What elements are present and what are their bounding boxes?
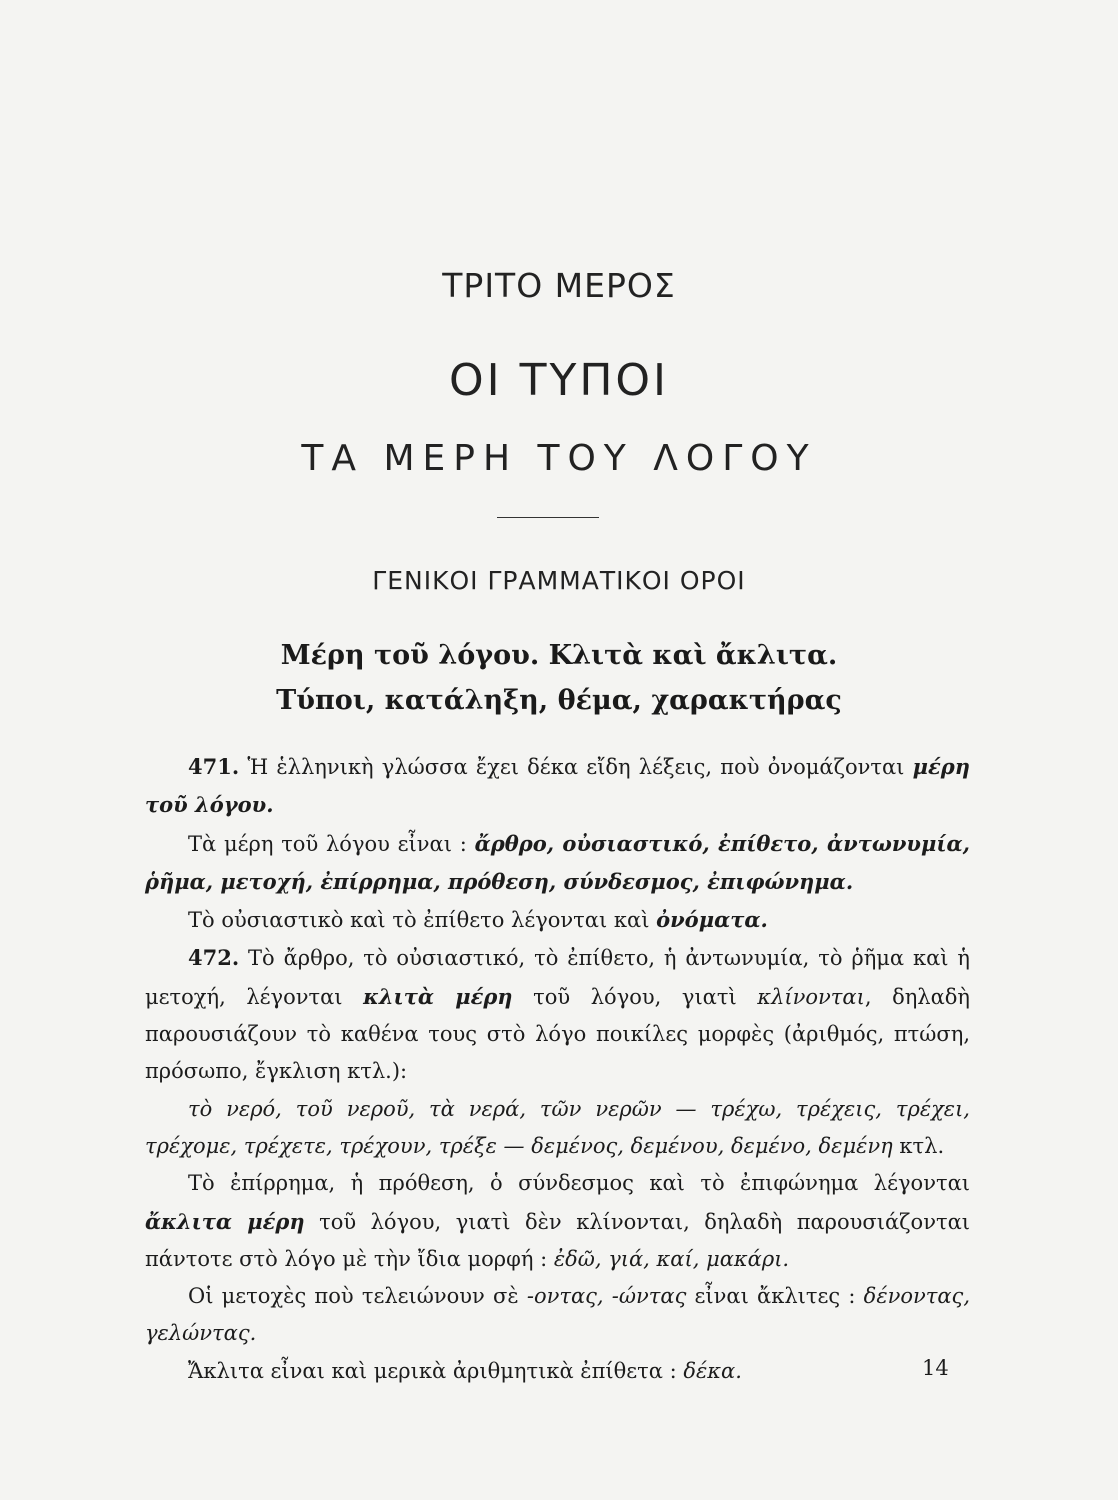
subtitle: ΤΑ ΜΕΡΗ ΤΟΥ ΛΟΓΟΥ — [301, 438, 817, 479]
paragraph-text: Τὸ ἐπίρρημα, ἡ πρόθεση, ὁ σύνδεσμος καὶ τὸ ἐπιφώνημα λέγονται — [188, 1171, 970, 1196]
parts-list: ἄρθρο, οὐσιαστικό, ἐπίθετο, ἀντωνυμία, ῥῆμα, μετοχή, ἐπίρρημα, πρόθεση, σύνδεσμος, ἐπιφώνημα. — [145, 830, 970, 894]
endings: -οντας, -ώντας — [526, 1284, 687, 1309]
page-number: 14 — [922, 1356, 949, 1380]
examples-text: ἐδῶ, γιά, καί, μακάρι. — [553, 1246, 790, 1271]
numerals-paragraph — [145, 1353, 970, 1390]
participles-paragraph — [145, 1278, 970, 1353]
paragraph-text: τοῦ λόγου, γιατὶ δὲν κλίνονται, δηλαδὴ παρουσιάζονται πάντοτε στὸ λόγο μὲ τὴν ἴδια μορφή : — [145, 1209, 971, 1271]
paragraph-text: Τὰ μέρη τοῦ λόγου εἶναι : — [188, 831, 475, 856]
paragraph-471 — [145, 748, 970, 825]
paragraph-text: Οἱ μετοχὲς ποὺ τελειώνουν σὲ — [188, 1284, 527, 1309]
nouns-paragraph — [145, 901, 970, 939]
parts-list-paragraph — [145, 825, 970, 902]
main-title: ΟΙ ΤΥΠΟΙ — [448, 355, 670, 406]
subheading-line-2: Τύποι, κατάληξη, θέμα, χαρακτήρας — [276, 685, 842, 716]
paragraph-text: Τὸ οὐσιαστικὸ καὶ τὸ ἐπίθετο λέγονται καὶ — [188, 908, 657, 933]
paragraph-number: 472. — [188, 945, 240, 971]
term: κλιτὰ μέρη — [363, 983, 513, 1009]
term: ἄκλιτα μέρη — [145, 1208, 305, 1234]
paragraph-text: , δηλαδὴ παρουσιάζουν τὸ καθένα τους στὸ λόγο ποικίλες μορφὲς (ἀριθμός, πτώση, πρόσωπο, ἔγκλιση κτλ.): — [145, 984, 971, 1084]
term: μέρη τοῦ λόγου. — [145, 754, 970, 818]
examples-suffix: κτλ. — [892, 1133, 945, 1158]
examples-text: δέκα. — [683, 1358, 742, 1383]
part-heading: ΤΡΙΤΟ ΜΕΡΟΣ — [442, 266, 676, 305]
paragraph-472 — [145, 939, 970, 1090]
examples-paragraph — [145, 1091, 970, 1166]
paragraph-text: τοῦ λόγου, γιατὶ — [512, 984, 758, 1009]
paragraph-text: εἶναι ἄκλιτες : — [686, 1284, 864, 1309]
paragraph-text: Ἄκλιτα εἶναι καὶ μερικὰ ἀριθμητικὰ ἐπίθετα : — [188, 1358, 684, 1383]
section-title: ΓΕΝΙΚΟΙ ΓΡΑΜΜΑΤΙΚΟΙ ΟΡΟΙ — [372, 566, 746, 595]
paragraph-text: Ἡ ἑλληνικὴ γλώσσα ἔχει δέκα εἴδη λέξεις, ποὺ ὀνομάζονται — [239, 755, 913, 779]
divider-rule — [497, 517, 599, 518]
italic-term: κλίνονται — [757, 984, 865, 1009]
subheading-line-1: Μέρη τοῦ λόγου. Κλιτὰ καὶ ἄκλιτα. — [280, 640, 838, 671]
indeclinable-paragraph — [145, 1165, 970, 1278]
term: ὀνόματα. — [656, 907, 768, 933]
paragraph-number: 471. — [188, 754, 240, 779]
body-text — [145, 748, 970, 1390]
examples-text: τὸ νερό, τοῦ νεροῦ, τὰ νερά, τῶν νερῶν — τρέχω, τρέχεις, τρέχει, τρέχομε, τρέχετε, τρέχουν, τρέξε — δεμένος, δεμένου, δεμένο, δεμένη — [145, 1096, 970, 1158]
paragraph-text: Τὸ ἄρθρο, τὸ οὐσιαστικό, τὸ ἐπίθετο, ἡ ἀντωνυμία, τὸ ῥῆμα καὶ ἡ μετοχή, λέγονται — [145, 946, 970, 1009]
examples-text: δένοντας, γελώντας. — [145, 1284, 970, 1346]
